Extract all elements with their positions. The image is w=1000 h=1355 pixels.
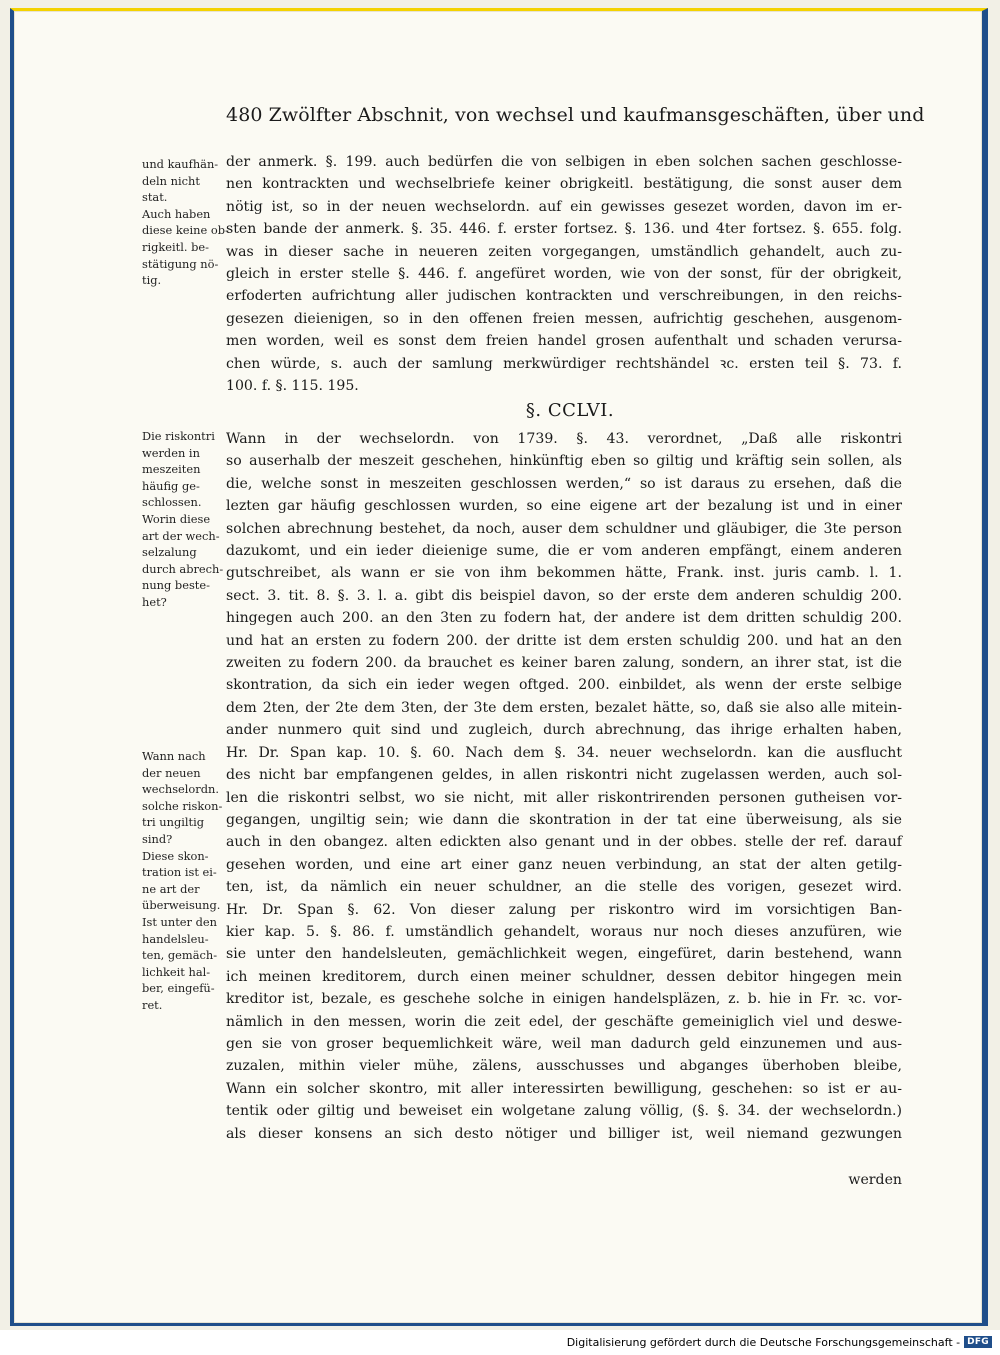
text-line: kier kap. 5. §. 86. f. umständlich gehandelt, woraus nur noch dieses anzufüren, wie xyxy=(226,923,902,940)
text-line: gesehen worden, und eine art einer ganz neuen verbindung, an stat der alten getilg- xyxy=(226,856,902,873)
text-line: werden in xyxy=(142,445,200,460)
text-line: nämlich in den messen, worin die zeit edel, der geschäfte gemeiniglich viel und deswe- xyxy=(226,1013,902,1030)
text-line: gleich in erster stelle §. 446. f. angefüret worden, wie von der sonst, für der obrigkeit, xyxy=(226,266,902,283)
text-line: 100. f. §. 115. 195. xyxy=(226,378,359,395)
dfg-logo: DFG xyxy=(964,1336,992,1348)
text-line: tri ungiltig xyxy=(142,815,205,830)
margin-note xyxy=(142,428,224,611)
text-line: überweisung. xyxy=(142,898,221,913)
text-line: und kaufhän- xyxy=(142,157,219,171)
text-line: ich meinen kreditorem, durch einen meiner schuldner, dessen debitor hingegen mein xyxy=(226,968,902,985)
text-line: stätigung nö- xyxy=(142,256,219,271)
text-line: dem 2ten, der 2te dem 3ten, der 3te dem ersten, bezalet hätte, so, daß sie also alle mitein- xyxy=(226,699,902,716)
text-line: Hr. Dr. Span §. 62. Von dieser zalung per riskontro wird im vorsichtigen Ban- xyxy=(226,901,902,918)
text-line: gen sie von groser bequemlichkeit wäre, weil man dadurch geld einzunemen und aus- xyxy=(226,1035,902,1052)
text-line: nötig ist, so in der neuen wechselordn. auf ein gewisses gesezet worden, davon im er- xyxy=(226,198,902,215)
text-line: Auch haben xyxy=(142,206,211,221)
text-line: des nicht bar empfangenen geldes, in allen riskontri nicht zugelassen werden, auch sol- xyxy=(226,767,902,784)
text-line: skontration, da sich ein ieder wegen oftged. 200. einbildet, als wenn der erste selbige xyxy=(226,677,902,694)
text-line: wechselordn. xyxy=(142,782,219,797)
text-line: gegangen, ungiltig sein; wie dann die skontration in der tat eine überweisung, als sie xyxy=(226,811,902,828)
margin-note xyxy=(142,156,229,289)
text-line: zweiten zu fodern 200. da brauchet es keiner baren zalung, sondern, an ihrer stat, ist die xyxy=(226,655,902,672)
text-line: ret. xyxy=(142,997,163,1012)
text-line: deln nicht xyxy=(142,173,200,188)
text-line: Worin diese xyxy=(142,511,211,526)
text-line: Wann ein solcher skontro, mit aller interessirten bewilligung, geschehen: so ist er au- xyxy=(226,1080,902,1097)
text-line: ne art der xyxy=(142,881,200,896)
footer-credit xyxy=(567,1334,992,1350)
text-line: sind? xyxy=(142,831,173,846)
paragraph xyxy=(226,151,902,397)
text-line: gutschreibet, als wann er sie von ihm bekommen hätte, Frank. inst. juris camb. l. 1. xyxy=(226,565,902,582)
text-line: Ist unter den xyxy=(142,914,217,929)
running-header xyxy=(226,104,925,126)
margin-note xyxy=(142,748,224,1014)
text-line: Wann nach xyxy=(142,749,206,763)
text-line: ten, gemäch- xyxy=(142,948,218,963)
text-line: was in dieser sache in neueren zeiten vorgegangen, umständlich gehandelt, auch zu- xyxy=(226,243,902,260)
text-line: Hr. Dr. Span kap. 10. §. 60. Nach dem §. 34. neuer wechselordn. kan die ausflucht xyxy=(226,744,902,761)
text-line: als dieser konsens an sich desto nötiger und billiger ist, weil niemand gezwungen xyxy=(226,1125,902,1142)
text-line: nen kontrackten und wechselbriefe keiner obrigkeitl. bestätigung, die sonst auser dem xyxy=(226,176,902,193)
text-line: der neuen xyxy=(142,765,201,780)
text-line: lezten gar häufig geschlossen wurden, so eine eigene art der bezalung ist und in einer xyxy=(226,498,902,515)
text-line: gesezen dieienigen, so in den offenen freien messen, aufrichtig geschehen, ausgenom- xyxy=(226,310,902,327)
text-line: sten bande der anmerk. §. 35. 446. f. erster fortsez. §. 136. und 4ter fortsez. §. 655. folg. xyxy=(226,221,902,238)
text-line: rigkeitl. be- xyxy=(142,239,210,254)
text-line: tentik oder giltig und beweiset ein wolgetane zalung völlig, (§. §. 34. der wechselordn.) xyxy=(226,1103,902,1120)
text-line: ber, eingefü- xyxy=(142,981,215,996)
text-line: art der wech- xyxy=(142,528,220,543)
text-line: Diese skon- xyxy=(142,848,209,863)
text-line: meszeiten xyxy=(142,462,201,477)
text-line: stat. xyxy=(142,190,168,205)
text-line: ander nunmero quit sind und zugleich, durch abrechnung, das ihrige erhalten haben, xyxy=(226,722,902,739)
text-line: auch in den obangez. alten edickten also genant und in der obbes. stelle der ref. darauf xyxy=(226,834,902,851)
text-line: so auserhalb der meszeit geschehen, hinkünftig eben so giltig und kräftig sein sollen, als xyxy=(226,453,902,470)
text-line: häufig ge- xyxy=(142,478,200,493)
text-line: solche riskon- xyxy=(142,798,223,813)
text-line: handelsleu- xyxy=(142,931,209,946)
text-line: Wann in der wechselordn. von 1739. §. 43. verordnet, „Daß alle riskontri xyxy=(226,431,902,447)
text-line: dazukomt, und ein ieder dieienige sume, die er vom anderen empfängt, einem anderen xyxy=(226,543,902,560)
text-line: tration ist ei- xyxy=(142,865,217,880)
footer-text: Digitalisierung gefördert durch die Deutsche Forschungsgemeinschaft - xyxy=(566,1335,961,1349)
text-line: solchen abrechnung bestehet, da noch, auser dem schuldner und gläubiger, die 3te person xyxy=(226,520,902,537)
text-line: der anmerk. §. 199. auch bedürfen die von selbigen in eben solchen sachen geschlosse- xyxy=(226,154,902,170)
text-line: Die riskontri xyxy=(142,429,215,443)
text-line: nung beste- xyxy=(142,578,210,593)
header-title: Zwölfter Abschnit, von wechsel und kaufmansgeschäften, über und xyxy=(268,104,925,126)
text-line: sie unter den handelsleuten, gemächlichkeit wegen, eingefüret, darin bestehend, wann xyxy=(226,946,902,963)
text-line: sect. 3. tit. 8. §. 3. l. a. gibt dis beispiel davon, so der erste dem anderen schuldig 200. xyxy=(226,587,902,604)
text-line: selzalung xyxy=(142,545,197,560)
text-line: ten, ist, da nämlich ein neuer schuldner, an die stelle des vorigen, gesezet wird. xyxy=(226,879,902,896)
paragraph xyxy=(226,428,902,1145)
text-line: kreditor ist, bezale, es geschehe solche in einigen handelspläzen, z. b. hie in Fr. ꝛc. vor- xyxy=(226,991,902,1008)
text-line: len die riskontri selbst, wo sie nicht, mit aller riskontrirenden personen gutheisen vor- xyxy=(226,789,902,806)
text-line: schlossen. xyxy=(142,495,202,510)
text-line: die, welche sonst in meszeiten geschlossen werden,“ so ist daraus zu ersehen, daß die xyxy=(226,475,902,492)
section-heading: §. CCLVI. xyxy=(525,400,615,421)
catchword: werden xyxy=(848,1172,902,1188)
text-line: zuzalen, mithin vieler mühe, zälens, ausschusses und abganges überhoben bleibe, xyxy=(226,1058,902,1075)
text-line: het? xyxy=(142,594,167,609)
page-number: 480 xyxy=(226,104,263,126)
text-line: durch abrech- xyxy=(142,561,224,576)
text-line: tig. xyxy=(142,273,162,288)
catchword-block xyxy=(226,1169,902,1191)
text-line: erfoderten aufrichtung aller judischen kontrackten und verschreibungen, in den reichs- xyxy=(226,288,902,305)
text-line: men worden, weil es sonst dem freien handel grosen aufenthalt und schaden verursa- xyxy=(226,333,902,350)
text-line: hingegen auch 200. an den 3ten zu fodern hat, der andere ist dem dritten schuldig 200. xyxy=(226,610,902,627)
text-line: diese keine ob- xyxy=(142,223,229,238)
text-line: lichkeit hal- xyxy=(142,964,211,979)
text-line: und hat an ersten zu fodern 200. der dritte ist dem ersten schuldig 200. und hat an den xyxy=(226,632,902,649)
text-line: chen würde, s. auch der samlung merkwürdiger rechtshändel ꝛc. ersten teil §. 73. f. xyxy=(226,355,902,372)
